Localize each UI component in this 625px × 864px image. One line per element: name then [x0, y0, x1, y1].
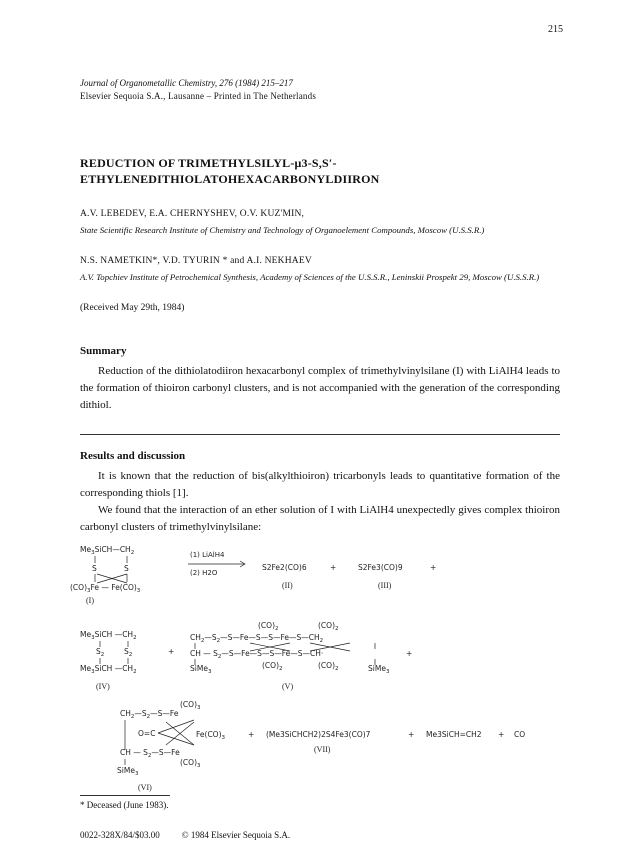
product-III: S2Fe3(CO)9 [358, 563, 403, 572]
svg-text:(CO)3: $(CO)_3$ [180, 758, 201, 769]
svg-text:S2: $S_2$ [124, 647, 133, 658]
results-heading: Results and discussion [80, 450, 186, 462]
label-IV: (IV) [96, 682, 110, 691]
svg-text:Me3SiCH —CH2: $Me_3SiCH$ $—CH_2$ [80, 630, 137, 641]
label-VII: (VII) [314, 745, 331, 754]
compound-I-structure [70, 545, 141, 594]
svg-text:Fe(CO)3: $Fe(CO)_3$ [196, 730, 226, 741]
summary-body: Reduction of the dithiolatodiiron hexacarbonyl complex of trimethylvinylsilane (I) with LiAlH4 leads to the formation of thioiron carbonyl clusters, and is not accompanied with the generation of the corresponding dithiol. [80, 365, 560, 411]
svg-text:S2: $S_2$ [96, 647, 105, 658]
copyright: © 1984 Elsevier Sequoia S.A. [181, 830, 291, 840]
plus-3: + [168, 647, 175, 656]
svg-text:(CO)2: $(CO)_2$ [258, 621, 279, 632]
svg-text:CH2—S2—S—Fe—S—S—Fe—S—CH2: $CH_2—S_2—S—Fe—S—S—Fe—S—CH_2$ [190, 633, 324, 644]
summary-heading: Summary [80, 345, 127, 357]
journal-publisher: Elsevier Sequoia S.A., Lausanne – Printed in The Netherlands [80, 91, 317, 101]
compound-V-structure [190, 621, 390, 675]
plus-6: + [408, 730, 415, 739]
svg-text:CH — S2—S—Fe: CH — $S_2—S—Fe$ [120, 748, 180, 759]
svg-text:S: S [92, 564, 97, 573]
svg-text:(CO)2: $(CO)_2$ [318, 621, 339, 632]
label-VI: (VI) [138, 783, 152, 792]
svg-text:(CO)2: $(CO)_2$ [318, 661, 339, 672]
label-I: (I) [86, 596, 94, 605]
label-II: (II) [282, 581, 293, 590]
svg-text:SiMe3: SiMe$_3$ [368, 664, 390, 675]
affiliation-2: A.V. Topchiev Institute of Petrochemical Synthesis, Academy of Sciences of the U.S.S.R., Leninskii Prospekt 29, Moscow (U.S.S.R.) [80, 272, 540, 282]
received-date: (Received May 29th, 1984) [80, 303, 185, 313]
product-II: S2Fe2(CO)6 [262, 563, 307, 572]
product-co: CO [514, 730, 526, 739]
plus-2: + [430, 563, 437, 572]
svg-text:SiMe3: SiMe$_3$ [190, 664, 212, 675]
step-2-reagent: (2) H2O [190, 569, 218, 577]
footnote-rule [80, 795, 170, 796]
article-code: 0022-328X/84/$03.00 [80, 830, 160, 840]
compound-IV-structure [80, 630, 137, 675]
plus-4: + [406, 649, 413, 658]
compound-VI-structure [117, 700, 226, 777]
product-vinylsilane: Me3SiCH=CH2 [426, 730, 482, 739]
label-V: (V) [282, 682, 294, 691]
footnote: * Deceased (June 1983). [80, 800, 169, 810]
svg-text:(CO)3: $(CO)_3$ [180, 700, 201, 711]
label-III: (III) [378, 581, 392, 590]
authors-group-1: A.V. LEBEDEV, E.A. CHERNYSHEV, O.V. KUZ'MIN, [80, 209, 305, 219]
product-VII: (Me3SiCHCH2)2S4Fe3(CO)7 [266, 730, 371, 739]
authors-group-2: N.S. NAMETKIN*, V.D. TYURIN * and A.I. NEKHAEV [80, 256, 312, 266]
title-line-1: REDUCTION OF TRIMETHYLSILYL-μ3-S,S′- [80, 156, 337, 170]
plus-7: + [498, 730, 505, 739]
plus-1: + [330, 563, 337, 572]
svg-text:(CO)3Fe — Fe(CO)3: $(CO)_3Fe$ — $Fe(CO)_3$ [70, 583, 141, 594]
step-1-reagent: (1) LiAlH4 [190, 551, 225, 559]
svg-text:S: S [124, 564, 129, 573]
page-footer [80, 830, 290, 840]
svg-text:Me3SiCH—CH2: $Me_3SiCH—CH_2$ [80, 545, 135, 556]
svg-text:(CO)2: $(CO)_2$ [262, 661, 283, 672]
svg-text:SiMe3: SiMe$_3$ [117, 766, 139, 777]
svg-text:O=C: O=C [138, 729, 156, 738]
results-para1-text: It is known that the reduction of bis(alkylthioiron) tricarbonyls leads to quantitative formation of the corresponding thiols [1]. [80, 470, 560, 499]
svg-text:CH — S2—S—Fe—S—S—Fe—S—CH·: CH — $S_2—S—Fe—S—S—Fe—S—CH\cdot$ [190, 649, 324, 660]
page-number: 215 [548, 24, 563, 35]
journal-citation: Journal of Organometallic Chemistry, 276 (1984) 215–217 [80, 78, 293, 88]
svg-text:CH2—S2—S—Fe: $CH_2—S_2—S—Fe$ [120, 709, 179, 720]
plus-5: + [248, 730, 255, 739]
svg-text:Me3SiCH —CH2: $Me_3SiCH$ $—CH_2$ [80, 664, 137, 675]
results-para2-text: We found that the interaction of an ether solution of I with LiAlH4 unexpectedly gives complex thioiron carbonyl clusters of trimethylvinylsilane: [80, 504, 560, 533]
affiliation-1: State Scientific Research Institute of Chemistry and Technology of Organoelement Compounds, Moscow (U.S.S.R.) [80, 225, 485, 235]
title-line-2: ETHYLENEDITHIOLATOHEXACARBONYLDIIRON [80, 172, 380, 186]
